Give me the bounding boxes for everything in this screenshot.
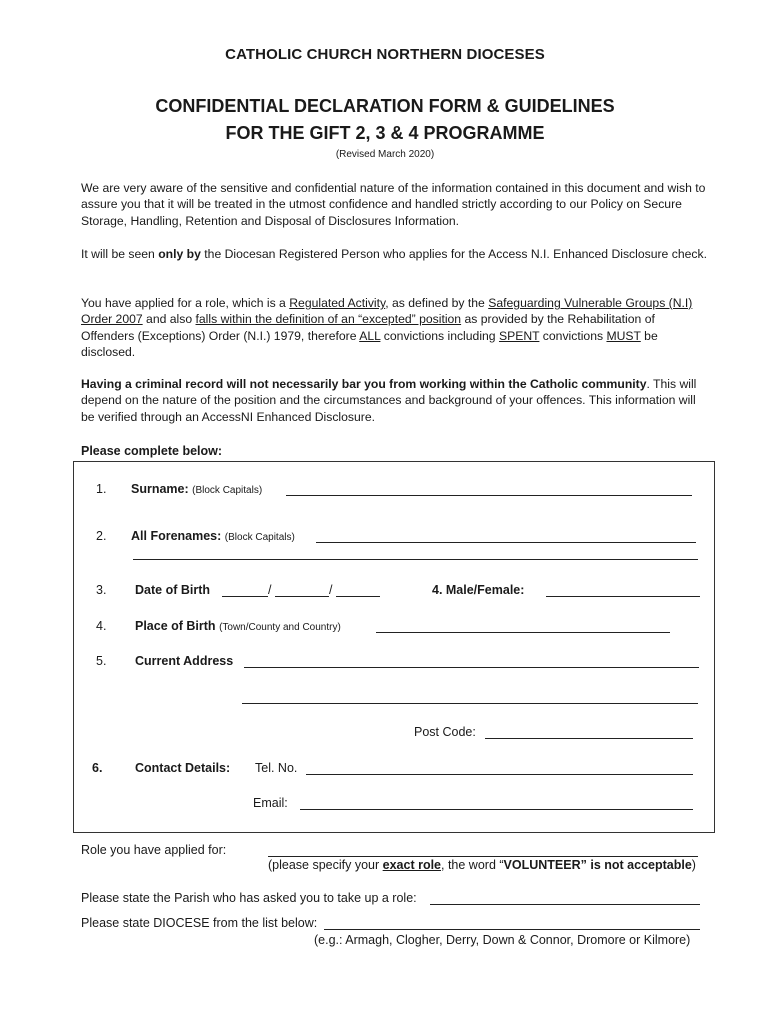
diocese-input[interactable] xyxy=(324,929,700,930)
field-number-6: 6. xyxy=(92,761,103,775)
dob-separator-1: / xyxy=(268,583,272,597)
telephone-label: Tel. No. xyxy=(255,761,298,775)
diocese-hint: (e.g.: Armagh, Clogher, Derry, Down & Connor, Dromore or Kilmore) xyxy=(314,933,691,947)
date-of-birth-label: Date of Birth xyxy=(135,583,210,597)
telephone-input[interactable] xyxy=(306,774,693,775)
role-input[interactable] xyxy=(268,856,698,857)
personal-details-box xyxy=(73,461,715,833)
address-input-line2[interactable] xyxy=(242,703,698,704)
address-input-line1[interactable] xyxy=(244,667,699,668)
field-number-4: 4. xyxy=(96,619,107,633)
gender-input[interactable] xyxy=(546,596,700,597)
postcode-input[interactable] xyxy=(485,738,693,739)
intro-paragraph-regulated-activity: You have applied for a role, which is a Regulated Activity, as defined by the Safeguarding Vulnerable Groups (N.I) Order 2007 and also falls within the definition of an “excepted” position as provided by the Rehabilitation of Offenders (Exceptions) Order (N.I.) 1979, therefore ALL convictions including SPENT convictions MUST be disclosed. xyxy=(81,296,693,360)
role-note: (please specify your exact role, the word “VOLUNTEER” is not acceptable) xyxy=(268,858,696,872)
revised-date: (Revised March 2020) xyxy=(335,149,435,160)
parish-input[interactable] xyxy=(430,904,700,905)
dob-separator-2: / xyxy=(329,583,333,597)
field-number-2: 2. xyxy=(96,529,107,543)
postcode-label: Post Code: xyxy=(414,725,476,739)
field-number-5: 5. xyxy=(96,654,107,668)
field-number-3: 3. xyxy=(96,583,107,597)
field-number-1: 1. xyxy=(96,482,107,496)
forenames-input-line2[interactable] xyxy=(133,559,698,560)
parish-label: Please state the Parish who has asked you to take up a role: xyxy=(81,891,417,905)
email-input[interactable] xyxy=(300,809,693,810)
email-label: Email: xyxy=(253,796,288,810)
surname-label: Surname: (Block Capitals) xyxy=(131,482,263,496)
gender-label: 4. Male/Female: xyxy=(432,583,525,597)
diocese-label: Please state DIOCESE from the list below: xyxy=(81,916,318,930)
dob-day-input[interactable] xyxy=(222,596,268,597)
place-of-birth-label: Place of Birth (Town/County and Country) xyxy=(135,619,341,633)
form-title-line2: FOR THE GIFT 2, 3 & 4 PROGRAMME xyxy=(225,123,545,143)
current-address-label: Current Address xyxy=(135,654,234,668)
role-label: Role you have applied for: xyxy=(81,843,227,857)
dob-month-input[interactable] xyxy=(275,596,329,597)
intro-paragraph-criminal-record: Having a criminal record will not necessarily bar you from working within the Catholic community. This will depend on the nature of the position and the circumstances and background of your offences. This information will be verified through an AccessNI Enhanced Disclosure. xyxy=(81,377,697,424)
form-heading: Please complete below: xyxy=(81,444,223,458)
forenames-input[interactable] xyxy=(316,542,696,543)
form-title-line1: CONFIDENTIAL DECLARATION FORM & GUIDELINES xyxy=(155,96,615,116)
contact-details-label: Contact Details: xyxy=(135,761,231,775)
place-of-birth-input[interactable] xyxy=(376,632,670,633)
organization-heading: CATHOLIC CHURCH NORTHERN DIOCESES xyxy=(225,46,545,63)
dob-year-input[interactable] xyxy=(336,596,380,597)
forenames-label: All Forenames: (Block Capitals) xyxy=(131,529,295,543)
surname-input[interactable] xyxy=(286,495,692,496)
intro-paragraph-access: It will be seen only by the Diocesan Registered Person who applies for the Access N.I. Enhanced Disclosure check. xyxy=(81,247,707,261)
intro-paragraph-confidentiality: We are very aware of the sensitive and confidential nature of the information contained in this document and wish to assure you that it will be treated in the utmost confidence and handled strictly according to our Policy on Secure Storage, Handling, Retention and Disposal of Disclosures Information. xyxy=(81,181,706,228)
